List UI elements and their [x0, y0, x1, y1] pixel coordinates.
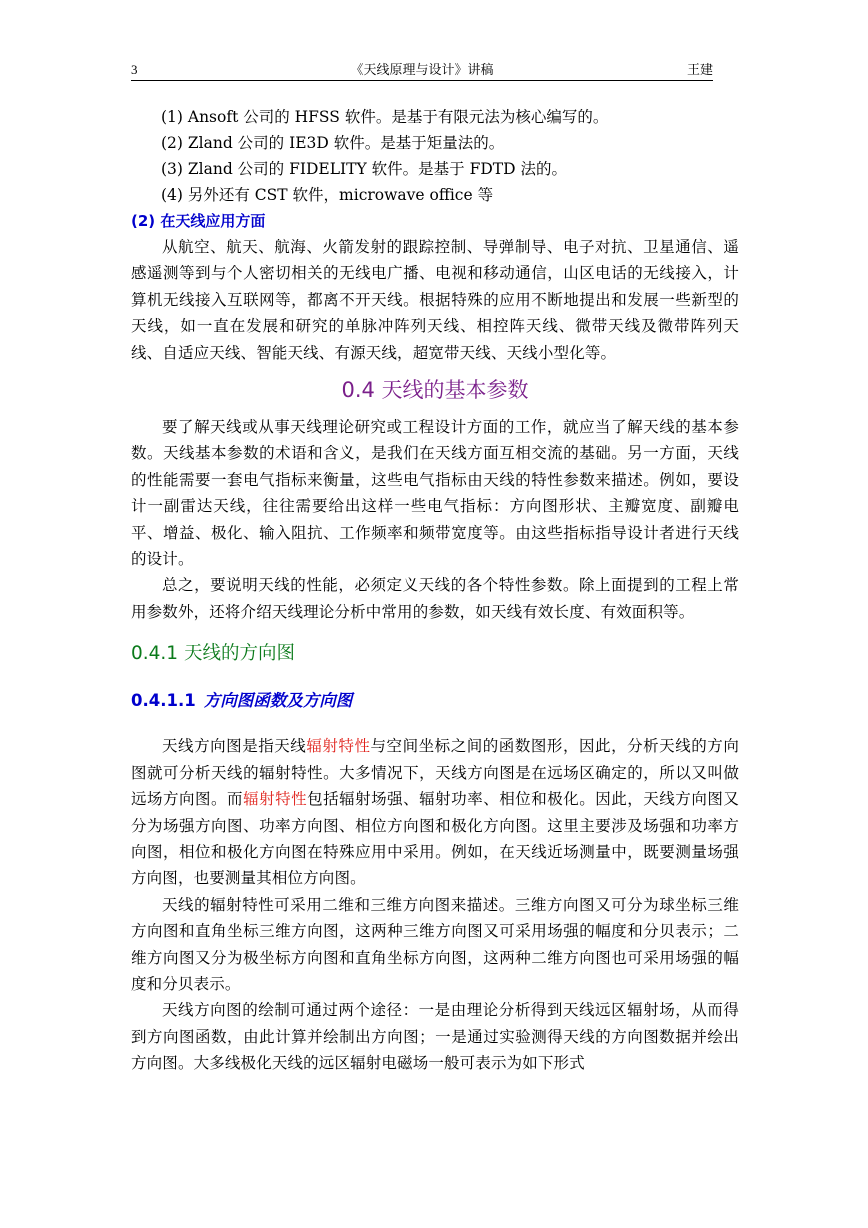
list-item: (1) Ansoft 公司的 HFSS 软件。是基于有限元法为核心编写的。: [161, 108, 609, 126]
header-author: 王建: [686, 62, 713, 77]
section-title: 0.4 天线的基本参数: [341, 378, 529, 403]
section-paragraph: 总之，要说明天线的性能，必须定义天线的各个特性参数。除上面提到的工程上常用参数外，还将介绍天线理论分析中常用的参数，如天线有效长度、有效面积等。: [131, 576, 739, 621]
application-paragraph: 从航空、航天、航海、火箭发射的跟踪控制、导弹制导、电子对抗、卫星通信、遥感遥测等到与个人密切相关的无线电广播、电视和移动通信，山区电话的无线接入，计算机无线接入互联网等，都离不开天线。根据特殊的应用不断地提出和发展一些新型的天线，如一直在发展和研究的单脉冲阵列天线、相控阵天线、微带天线及微带阵列天线、自适应天线、智能天线、有源天线，超宽带天线、天线小型化等。: [131, 238, 739, 362]
subsubsection-text: 方向图函数及方向图: [203, 691, 353, 711]
pattern-paragraph: [131, 733, 739, 891]
subsection-title: 0.4.1 天线的方向图: [131, 643, 295, 665]
list-item: (3) Zland 公司的 FIDELITY 软件。是基于 FDTD 法的。: [161, 160, 567, 178]
list-item: (2) Zland 公司的 IE3D 软件。是基于矩量法的。: [161, 134, 505, 152]
pattern-paragraph: 天线的辐射特性可采用二维和三维方向图来描述。三维方向图又可分为球坐标三维方向图和直角坐标三维方向图，这两种三维方向图又可采用场强的幅度和分贝表示；二维方向图又分为极坐标方向图和直角坐标方向图，这两种二维方向图也可采用场强的幅度和分贝表示。: [131, 895, 739, 993]
highlight-term: 辐射特性: [306, 737, 371, 756]
highlight-term: 辐射特性: [243, 790, 308, 809]
pattern-text: 天线方向图是指天线: [162, 737, 307, 756]
page-content: [131, 104, 739, 1077]
pattern-text: 与空间坐标之间的函数图形，因此，分析天线的方向图就可分析天线的辐射特性。大多情况下，天线方向图是在远场区确定的，所以又叫做远场方向图。而: [131, 737, 739, 809]
header-title: 《天线原理与设计》讲稿: [350, 62, 494, 77]
pattern-paragraph: 天线方向图的绘制可通过两个途径：一是由理论分析得到天线远区辐射场，从而得到方向图函数，由此计算并绘制出方向图；一是通过实验测得天线的方向图数据并绘出方向图。大多线极化天线的远区辐射电磁场一般可表示为如下形式: [131, 1001, 739, 1073]
pattern-text: 包括辐射场强、辐射功率、相位和极化。因此，天线方向图又分为场强方向图、功率方向图、相位方向图和极化方向图。这里主要涉及场强和功率方向图，相位和极化方向图在特殊应用中采用。例如，在天线近场测量中，既要测量场强方向图，也要测量其相位方向图。: [131, 790, 739, 888]
header-rule: [131, 80, 713, 81]
section-paragraph: 要了解天线或从事天线理论研究或工程设计方面的工作，就应当了解天线的基本参数。天线基本参数的术语和含义，是我们在天线方面互相交流的基础。另一方面，天线的性能需要一套电气指标来衡量，这些电气指标由天线的特性参数来描述。例如，要设计一副雷达天线，往往需要给出这样一些电气指标：方向图形状、主瓣宽度、副瓣电平、增益、极化、输入阻抗、工作频率和频带宽度等。由这些指标指导设计者进行天线的设计。: [131, 418, 739, 569]
application-heading: (2) 在天线应用方面: [131, 212, 266, 230]
subsubsection-title: [131, 679, 739, 723]
subsubsection-number: 0.4.1.1: [131, 691, 196, 711]
list-item: (4) 另外还有 CST 软件，microwave office 等: [161, 186, 494, 204]
page-number: 3: [131, 62, 138, 77]
